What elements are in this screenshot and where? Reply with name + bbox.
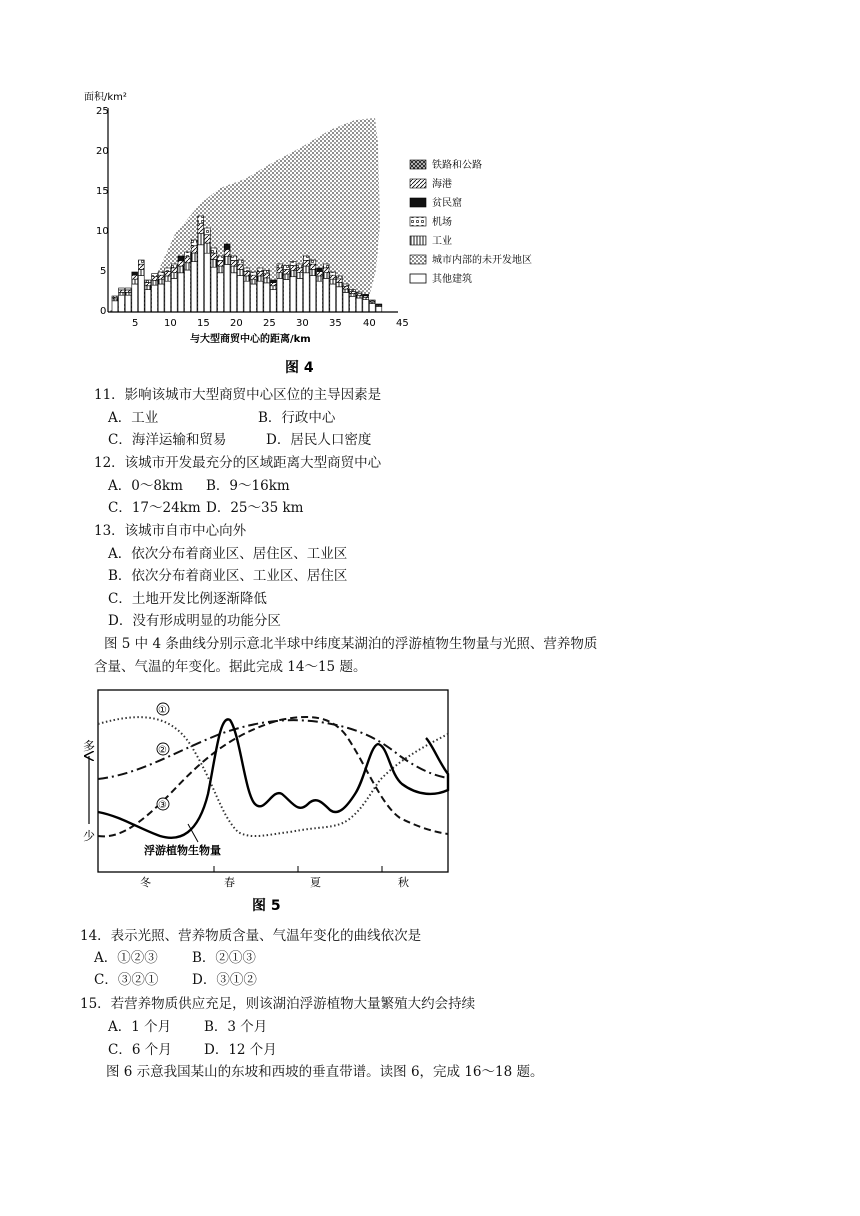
bar-segment (317, 281, 323, 312)
figure-4-caption: 图 4 (285, 360, 314, 376)
bar-segment (350, 296, 356, 312)
bar-segment (119, 295, 125, 312)
bar-segment (191, 246, 197, 253)
y-tick: 5 (100, 266, 107, 277)
question-13-option-d: D．没有形成明显的功能分区 (108, 613, 281, 629)
bar-segment (284, 280, 290, 312)
bar-segment (132, 279, 138, 284)
bar-segment (171, 264, 177, 268)
bar-segment (185, 257, 191, 263)
bar-segment (303, 256, 309, 260)
bar-segment (125, 288, 131, 290)
legend-swatch-roads (410, 160, 426, 169)
bar-segment (165, 276, 171, 281)
bar-segment (158, 279, 164, 284)
y-axis-label: 面积/km² (84, 92, 127, 103)
bar-segment (363, 294, 369, 295)
bar-segment (198, 233, 204, 245)
bar-segment (244, 268, 250, 272)
bar-segment (251, 284, 257, 312)
bar-segment (145, 283, 151, 286)
bar-segment (317, 276, 323, 281)
question-15-option-d: D．12 个月 (204, 1042, 277, 1058)
season-summer: 夏 (310, 876, 321, 889)
bar-segment (158, 284, 164, 312)
bar-segment (152, 274, 158, 277)
bar-segment (350, 291, 356, 293)
question-11-option-b: B．行政中心 (258, 410, 336, 426)
bar-segment (317, 268, 323, 272)
bar-segment (264, 270, 270, 273)
legend-label: 城市内部的未开发地区 (432, 255, 532, 266)
bar-segment (132, 275, 138, 279)
bar-segment (251, 275, 257, 279)
bar-segment (138, 269, 144, 275)
bar-segment (237, 264, 243, 269)
bar-segment (231, 256, 237, 260)
y-high-label: 多 (83, 739, 96, 753)
bar-segment (297, 264, 303, 268)
bar-segment (191, 262, 197, 312)
bar-segment (112, 301, 118, 312)
bar-segment (224, 244, 230, 249)
bar-segment (343, 289, 349, 292)
question-13-stem: 13．该城市自市中心向外 (94, 523, 247, 539)
bar-segment (218, 266, 224, 273)
bar-segment (376, 304, 382, 305)
x-tick: 45 (396, 318, 409, 329)
bar-segment (330, 272, 336, 275)
bar-segment (211, 260, 217, 268)
bar-segment (336, 276, 342, 279)
bar-segment (323, 278, 329, 312)
question-14-option-a: A．①②③ (94, 950, 158, 966)
bar-segment (330, 284, 336, 312)
bar-segment (171, 268, 177, 273)
bar-segment (204, 228, 210, 235)
bar-segment (264, 278, 270, 283)
bar-segment (290, 266, 296, 271)
season-autumn: 秋 (398, 876, 409, 889)
bar-segment (363, 298, 369, 300)
x-tick: 40 (363, 318, 376, 329)
season-winter: 冬 (140, 876, 151, 889)
bar-segment (138, 264, 144, 269)
bar-segment (336, 287, 342, 312)
bar-segment (310, 260, 316, 264)
x-tick: 5 (132, 318, 139, 329)
bar-segment (297, 268, 303, 273)
intro-6: 图 6 示意我国某山的东坡和西坡的垂直带谱。读图 6，完成 16～18 题。 (106, 1064, 544, 1080)
bar-segment (303, 260, 309, 266)
bar-segment (152, 281, 158, 286)
bar-segment (284, 266, 290, 270)
question-14-option-b: B．②①③ (192, 950, 256, 966)
bar-segment (303, 266, 309, 273)
bar-segment (257, 268, 263, 272)
bar-segment (224, 249, 230, 256)
legend-swatch-industry (410, 236, 426, 245)
bar-segment (270, 286, 276, 290)
bar-segment (330, 275, 336, 279)
bar-segment (330, 279, 336, 284)
x-tick: 10 (164, 318, 177, 329)
bar-segment (185, 252, 191, 257)
bar-segment (231, 260, 237, 266)
question-11-option-d: D．居民人口密度 (266, 432, 372, 448)
bar-segment (178, 256, 184, 260)
bar-segment (257, 276, 263, 281)
bar-segment (237, 276, 243, 312)
bar-segment (290, 277, 296, 312)
bar-segment (303, 273, 309, 312)
x-tick: 30 (296, 318, 309, 329)
y-tick: 25 (96, 106, 109, 117)
intro-5-line-2: 含量、气温的年变化。据此完成 14～15 题。 (94, 659, 367, 675)
bar-segment (297, 278, 303, 312)
legend-label: 其他建筑 (432, 274, 472, 285)
bar-segment (277, 264, 283, 268)
bar-segment (277, 273, 283, 279)
bar-segment (204, 243, 210, 253)
curve-2-label: ② (158, 745, 167, 756)
bar-segment (138, 260, 144, 264)
bar-segment (204, 253, 210, 312)
question-14-option-c: C．③②① (94, 972, 159, 988)
bar-segment (178, 260, 184, 266)
bar-segment (211, 267, 217, 312)
x-ticks (132, 318, 409, 329)
question-12-option-a: A．0～8km (108, 478, 183, 494)
question-11-option-a: A．工业 (108, 410, 159, 426)
bar-segment (237, 269, 243, 275)
bar-segment (231, 273, 237, 312)
x-axis-label: 与大型商贸中心的距离/km (190, 334, 311, 345)
legend-label: 贫民窟 (432, 198, 462, 209)
bar-segment (152, 285, 158, 312)
y-low-label: 少 (83, 829, 96, 843)
bar-segment (310, 276, 316, 312)
bar-segment (369, 300, 375, 301)
bar-segment (125, 290, 131, 292)
bar-segment (145, 280, 151, 283)
bar-segment (112, 296, 118, 297)
y-tick: 15 (96, 186, 109, 197)
legend-swatch-port (410, 179, 426, 188)
x-tick: 25 (263, 318, 276, 329)
bar-segment (369, 304, 375, 312)
bar-segment (211, 248, 217, 253)
question-13-option-a: A．依次分布着商业区、居住区、工业区 (108, 546, 348, 562)
legend-swatch-undeveloped (410, 255, 426, 264)
bar-segment (165, 272, 171, 276)
bar-segment (218, 260, 224, 266)
x-tick: 35 (329, 318, 342, 329)
bar-segment (224, 264, 230, 312)
bar-segment (257, 281, 263, 312)
bar-segment (244, 276, 250, 281)
legend-label: 机场 (432, 217, 452, 228)
bar-segment (297, 273, 303, 279)
bar-segment (125, 292, 131, 295)
bar-segment (158, 272, 164, 275)
question-12-stem: 12．该城市开发最充分的区域距离大型商贸中心 (94, 455, 382, 471)
bar-segment (284, 274, 290, 280)
bar-segment (218, 256, 224, 260)
bar-segment (125, 295, 131, 312)
bar-segment (198, 245, 204, 312)
x-tick: 20 (230, 318, 243, 329)
bar-segment (198, 224, 204, 234)
question-14-option-d: D．③①② (192, 972, 257, 988)
bar-segment (356, 298, 362, 312)
season-spring: 春 (224, 876, 235, 889)
question-12-option-d: D．25～35 km (206, 500, 304, 516)
bar-segment (224, 256, 230, 264)
bar-segment (191, 253, 197, 262)
bar-segment (317, 272, 323, 276)
bar-segment (310, 264, 316, 269)
bar-segment (132, 284, 138, 312)
bar-segment (237, 260, 243, 264)
bar-segment (270, 290, 276, 312)
question-14-stem: 14．表示光照、营养物质含量、气温年变化的曲线依次是 (80, 928, 422, 944)
bar-segment (257, 272, 263, 276)
bar-segment (185, 263, 191, 270)
bar-segment (138, 276, 144, 312)
bar-segment (310, 269, 316, 275)
legend-swatch-airport (410, 217, 426, 226)
question-15-option-a: A．1 个月 (108, 1019, 172, 1035)
bar-segment (336, 282, 342, 286)
bar-segment (119, 292, 125, 295)
bar-segment (343, 284, 349, 286)
bar-segment (244, 281, 250, 312)
question-13-option-c: C．土地开发比例逐渐降低 (108, 591, 267, 607)
bar-segment (244, 272, 250, 276)
bar-segment (145, 290, 151, 312)
bar-segment (191, 240, 197, 246)
bar-segment (119, 288, 125, 290)
bar-segment (132, 272, 138, 275)
y-ticks (96, 106, 109, 317)
bar-segment (171, 273, 177, 279)
bar-segment (171, 278, 177, 312)
bar-segment (323, 268, 329, 273)
bar-segment (165, 268, 171, 272)
bar-segment (376, 306, 382, 312)
bar-segment (356, 292, 362, 294)
bar-segment (119, 290, 125, 292)
bar-segment (270, 280, 276, 283)
bar-segment (363, 300, 369, 312)
bar-segment (158, 275, 164, 279)
bar-segment (211, 253, 217, 259)
question-15-option-c: C．6 个月 (108, 1042, 172, 1058)
legend-label: 海港 (432, 179, 452, 190)
bar-segment (185, 270, 191, 312)
bar-segment (356, 296, 362, 298)
intro-5-line-1: 图 5 中 4 条曲线分别示意北半球中纬度某湖泊的浮游植物生物量与光照、营养物质 (104, 636, 598, 652)
figure-4-chart (80, 84, 550, 384)
question-13-option-b: B．依次分布着商业区、工业区、居住区 (108, 568, 348, 584)
question-15-option-b: B．3 个月 (204, 1019, 268, 1035)
bar-segment (336, 279, 342, 283)
bar-segment (165, 281, 171, 312)
y-tick: 0 (100, 306, 107, 317)
question-11-option-c: C．海洋运输和贸易 (108, 432, 227, 448)
question-11-stem: 11．影响该城市大型商贸中心区位的主导因素是 (94, 387, 382, 403)
figure-4-legend (410, 158, 532, 285)
figure-5-caption: 图 5 (252, 898, 281, 914)
bar-segment (152, 277, 158, 281)
bar-segment (198, 216, 204, 224)
bar-segment (264, 283, 270, 312)
bar-segment (145, 286, 151, 290)
bar-segment (277, 268, 283, 273)
bar-segment (343, 292, 349, 312)
bar-segment (218, 273, 224, 312)
bar-segment (290, 271, 296, 277)
question-12-option-b: B．9～16km (206, 478, 290, 494)
bar-segment (343, 286, 349, 289)
bar-segment (178, 273, 184, 312)
bar-segment (284, 269, 290, 274)
bar-segment (277, 278, 283, 312)
legend-label: 铁路和公路 (432, 160, 482, 171)
figure-5-chart (80, 684, 480, 920)
bar-segment (264, 274, 270, 278)
bar-segment (323, 264, 329, 268)
question-15-stem: 15．若营养物质供应充足，则该湖泊浮游植物大量繁殖大约会持续 (80, 996, 476, 1012)
y-tick: 10 (96, 226, 109, 237)
bar-segment (290, 262, 296, 266)
plankton-label: 浮游植物生物量 (144, 844, 221, 857)
bar-segment (350, 294, 356, 297)
curve-1-label: ① (158, 705, 167, 716)
curve-3-label: ③ (158, 800, 167, 811)
bar-segment (178, 266, 184, 273)
legend-label: 工业 (432, 236, 452, 247)
bar-segment (231, 266, 237, 273)
bar-segment (270, 283, 276, 286)
bar-segment (251, 279, 257, 284)
y-tick: 20 (96, 146, 109, 157)
bar-segment (323, 273, 329, 279)
legend-swatch-slum (410, 198, 426, 207)
bar-segment (350, 290, 356, 292)
bar-segment (204, 235, 210, 243)
bar-segment (251, 272, 257, 275)
legend-swatch-other (410, 274, 426, 283)
x-tick: 15 (197, 318, 210, 329)
question-12-option-c: C．17～24km (108, 500, 201, 516)
